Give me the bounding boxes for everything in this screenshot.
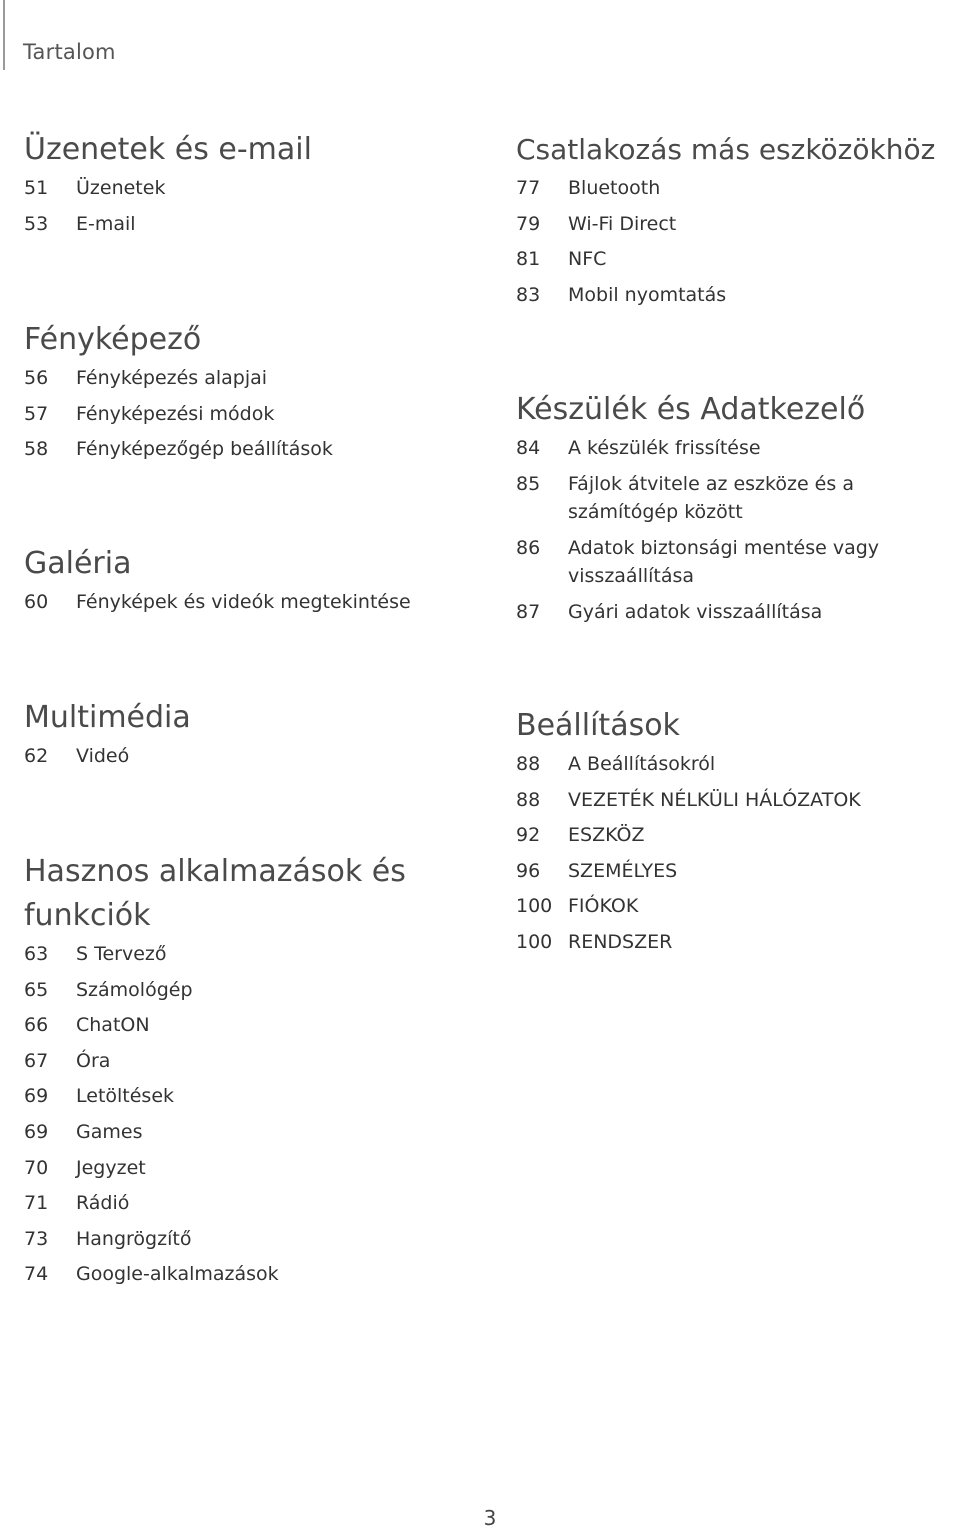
entry-title: Rádió — [76, 1192, 130, 1215]
page-ref: 69 — [24, 1120, 49, 1143]
toc-entry[interactable] — [516, 174, 960, 203]
entry-title: Mobil nyomtatás — [568, 283, 727, 306]
entry-title: Fényképezőgép beállítások — [76, 438, 333, 461]
page-ref: 86 — [516, 536, 541, 559]
toc-entry[interactable] — [516, 210, 960, 239]
toc-entry[interactable] — [516, 821, 936, 850]
page-ref: 84 — [516, 437, 541, 459]
entry-title: Hangrögzítő — [76, 1227, 192, 1250]
page-ref: 100 — [516, 895, 553, 918]
entry-title: Jegyzet — [76, 1156, 146, 1179]
entry-title: Bluetooth — [568, 177, 661, 199]
toc-entry[interactable] — [24, 1118, 444, 1147]
page-ref: 79 — [516, 212, 541, 235]
page-ref: 53 — [24, 212, 49, 235]
section-title: Üzenetek és e-mail — [24, 132, 312, 167]
entry-title: Games — [76, 1120, 143, 1143]
page-ref: 88 — [516, 788, 541, 811]
toc-entry[interactable] — [24, 976, 444, 1005]
entry-title: Számológép — [76, 978, 193, 1001]
entry-title: Óra — [76, 1049, 111, 1072]
page-ref: 70 — [24, 1156, 49, 1179]
page-ref: 73 — [24, 1227, 49, 1250]
toc-entry[interactable] — [516, 245, 960, 274]
margin-rule — [3, 0, 5, 70]
section-csatlakozas — [516, 128, 960, 316]
page-ref: 65 — [24, 978, 49, 1001]
toc-entry[interactable] — [24, 940, 444, 969]
entry-title: ESZKÖZ — [568, 824, 645, 847]
section-multimedia — [24, 696, 464, 778]
toc-entry[interactable] — [516, 534, 936, 591]
entry-title: RENDSZER — [568, 930, 673, 953]
page-ref: 81 — [516, 248, 541, 271]
entry-title: Fényképek és videók megtekintése — [76, 591, 411, 613]
section-fenykepezo — [24, 318, 464, 471]
entry-title: Google-alkalmazások — [76, 1263, 279, 1286]
toc-entry[interactable] — [24, 1189, 444, 1218]
entry-title: Gyári adatok visszaállítása — [568, 600, 823, 623]
toc-entry[interactable] — [24, 1047, 444, 1076]
entry-title: Adatok biztonsági mentése vagy visszaállítása — [568, 536, 880, 588]
entry-title: Letöltések — [76, 1085, 175, 1108]
page-ref: 56 — [24, 367, 49, 389]
entry-title: A készülék frissítése — [568, 437, 761, 459]
toc-entry[interactable] — [24, 1154, 444, 1183]
page-ref: 77 — [516, 177, 541, 199]
toc-entry[interactable] — [24, 1225, 444, 1254]
section-title: Hasznos alkalmazások és funkciók — [24, 854, 406, 933]
page-ref: 51 — [24, 177, 49, 199]
page-ref: 83 — [516, 283, 541, 306]
page-ref: 96 — [516, 859, 541, 882]
entry-title: A Beállításokról — [568, 753, 716, 775]
toc-entry[interactable] — [516, 434, 936, 463]
section-title: Csatlakozás más eszközökhöz — [516, 133, 936, 166]
page-ref: 66 — [24, 1014, 49, 1037]
page-ref: 57 — [24, 402, 49, 425]
page-ref: 63 — [24, 943, 49, 965]
page-ref: 85 — [516, 472, 541, 495]
toc-entry[interactable] — [516, 892, 936, 921]
section-title: Multimédia — [24, 700, 191, 735]
page-ref: 71 — [24, 1192, 49, 1215]
section-title: Beállítások — [516, 708, 680, 743]
section-galeria — [24, 542, 464, 624]
section-beallitasok — [516, 704, 936, 964]
page-ref: 74 — [24, 1263, 49, 1286]
toc-entry[interactable] — [516, 281, 960, 310]
toc-entry[interactable] — [24, 588, 464, 617]
toc-entry[interactable] — [24, 435, 464, 464]
toc-entry[interactable] — [516, 598, 936, 627]
entry-title: E-mail — [76, 212, 136, 235]
toc-entry[interactable] — [24, 742, 464, 771]
entry-title: NFC — [568, 248, 607, 271]
page-ref: 88 — [516, 753, 541, 775]
toc-entry[interactable] — [24, 1082, 444, 1111]
toc-entry[interactable] — [516, 857, 936, 886]
toc-entry[interactable] — [516, 786, 936, 815]
page-ref: 87 — [516, 600, 541, 623]
entry-title: S Tervező — [76, 943, 167, 965]
entry-title: Fényképezési módok — [76, 402, 275, 425]
entry-title: Fájlok átvitele az eszköze és a számítógép között — [568, 472, 854, 524]
toc-entry[interactable] — [516, 928, 936, 957]
toc-entry[interactable] — [516, 750, 936, 779]
page-number: 3 — [483, 1506, 497, 1530]
toc-entry[interactable] — [24, 174, 464, 203]
toc-entry[interactable] — [24, 400, 464, 429]
entry-title: Üzenetek — [76, 177, 166, 199]
page-ref: 60 — [24, 591, 49, 613]
entry-title: ChatON — [76, 1014, 150, 1037]
page-ref: 67 — [24, 1049, 49, 1072]
toc-entry[interactable] — [24, 1260, 444, 1289]
section-title: Fényképező — [24, 322, 202, 357]
section-hasznos — [24, 850, 444, 1296]
section-title: Galéria — [24, 546, 132, 581]
entry-title: VEZETÉK NÉLKÜLI HÁLÓZATOK — [568, 788, 861, 811]
entry-title: Videó — [76, 745, 130, 767]
page-ref: 62 — [24, 745, 49, 767]
toc-entry[interactable] — [24, 364, 464, 393]
entry-title: Fényképezés alapjai — [76, 367, 268, 389]
toc-entry[interactable] — [516, 470, 936, 527]
page-ref: 69 — [24, 1085, 49, 1108]
toc-entry[interactable] — [24, 210, 464, 239]
entry-title: Wi-Fi Direct — [568, 212, 677, 235]
section-title: Készülék és Adatkezelő — [516, 392, 866, 427]
entry-title: SZEMÉLYES — [568, 859, 678, 882]
page-ref: 100 — [516, 930, 553, 953]
page-ref: 92 — [516, 824, 541, 847]
page-header: Tartalom — [23, 40, 116, 64]
toc-entry[interactable] — [24, 1011, 444, 1040]
entry-title: FIÓKOK — [568, 895, 639, 918]
section-keszulek — [516, 388, 936, 634]
page-ref: 58 — [24, 438, 49, 461]
section-uzenetek — [24, 128, 464, 245]
